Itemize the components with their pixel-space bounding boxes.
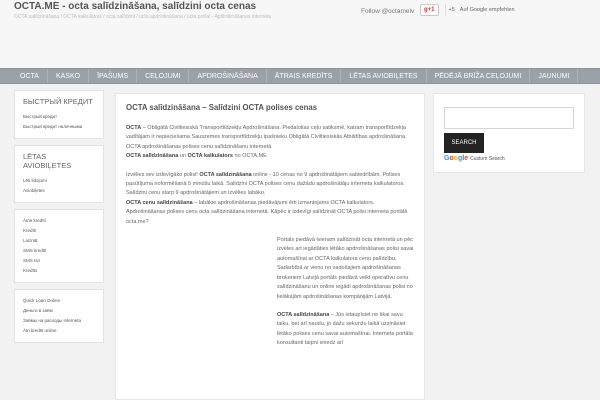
widget-quick-credit <box>14 90 104 139</box>
google-custom-search-brand <box>444 155 574 162</box>
google-logo <box>444 155 468 162</box>
sidebar-link[interactable]: Kredīti <box>23 228 37 233</box>
widget-online-loans <box>14 289 104 343</box>
nav-item-pedeja-briza-celojumi[interactable]: PĒDĒJĀ BRĪŽA CEĻOJUMI <box>427 69 531 83</box>
paragraph-portal: Portals piedāvā ivienam salīdzināt octa internetā un pēc izvēles art iegādāties lētāko apdrošināšanas polisi savai automašīnai ar OCTA kalkulatora cenu palīdzību. Sadarbībā ar vienu no vadošajiem apdrošināšanas brokeriem Latvijā portāls piedāvā veikt operatīvu cenu salīdzināšanu un online iegādi apdrošināšanas polisi no lielākajām apdrošināšanas kompānijām Latvijā. <box>277 237 414 300</box>
text: – Jūs ietaupīsiet ne tikai savu laiku, bet arī naudu, jo dažu sekunžu laikā uzzināsiet lētāko polises cenu savai automašīnai. Interneta portāla konsultanti taipni sniedz arī <box>277 311 413 347</box>
site-title[interactable]: OCTA.ME - octa salīdzināšana, salīdzini octa cenas <box>14 1 257 12</box>
sidebar-link[interactable]: Быстрый кредит <box>23 114 58 119</box>
sidebar-link[interactable]: Ātri kredīti online <box>23 328 57 333</box>
post-title[interactable]: OCTA salīdzināšana – Salīdzini OCTA polises cenas <box>126 103 318 112</box>
bold-text: OCTA <box>126 125 142 131</box>
main-content <box>115 93 425 400</box>
search-widget <box>433 93 585 173</box>
bold-text: OCTA salīdzināšana <box>199 171 252 178</box>
google-logo-letter: o <box>453 155 459 162</box>
site-description: OCTA salīdzināšana / OCTA kalkulators / octa salīdzini / octa apdrošināšana / octa portal - Apdrošināšanas interneta <box>14 14 272 20</box>
main-navigation <box>0 68 600 84</box>
bold-text: OCTA salīdzināšana <box>277 311 330 318</box>
sidebar-link[interactable]: Быстрый кредит наличными <box>23 124 83 129</box>
sidebar-link[interactable]: Деньги в заём <box>23 308 53 313</box>
widget-loans <box>14 209 104 283</box>
widget-cheap-flights <box>14 145 104 203</box>
bold-text: OCTA salīdzināšana <box>126 153 179 160</box>
divider <box>445 4 446 16</box>
nav-item-letas-aviobiletes[interactable]: LĒTAS AVIOBIĻETES <box>341 69 426 83</box>
bold-text: OCTA cenu salīdzināšana <box>126 199 193 206</box>
google-recommend-text: Auf Google empfehlen <box>459 7 515 13</box>
sidebar-link[interactable]: Quick Loan Online <box>23 298 61 303</box>
custom-search-text: Custom Search <box>470 156 505 162</box>
nav-item-octa[interactable]: OCTA <box>14 69 48 83</box>
sidebar-link[interactable]: Lēti lidojumi <box>23 178 47 183</box>
sidebar-link[interactable]: Займы на расходы interneta <box>23 318 82 323</box>
nav-item-kasko[interactable]: KASKO <box>48 69 89 83</box>
sidebar-link[interactable]: Kredīts <box>23 268 38 273</box>
text: no OCTA.ME <box>233 153 267 160</box>
sidebar-link[interactable]: SMS īsn <box>23 258 41 263</box>
bold-text: OCTA kalkulators <box>187 153 233 160</box>
sidebar-link[interactable]: SMS kredīti <box>23 248 47 253</box>
text: – labākie apdrošināšanas piedāvājumi ērti izmantojams OCTA kalkulators. Apdrošināšanas polises cenu octa salīdzināšana internetā. Kāpēc ir izdevīgi salīdzināt OCTA polisi interneta portālā octa.me? <box>126 199 408 225</box>
google-logo-letter: e <box>464 155 469 162</box>
text: online - 10 cenas no 9 apdrošinātājiem sabiedrībām. Polises pasūtījuma noformēšanā 5 minūšu laikā. Salīdzini OCTA polises cenu dažādu apdrošinātāju interneta kalkulatoros. Salīdzini cenu starp 9 apdrošinātājiem un izvēlies labāko. <box>126 171 405 197</box>
search-input[interactable] <box>444 107 574 129</box>
widget-title: БЫСТРЫЙ КРЕДИТ <box>23 97 93 106</box>
google-plus-count: +5 <box>448 7 455 13</box>
sidebar-link[interactable]: Laiznāt <box>23 238 38 243</box>
nav-item-jaunumi[interactable]: JAUNUMI <box>530 69 578 83</box>
nav-item-atrais-kredits[interactable]: ĀTRAIS KREDĪTS <box>267 69 342 83</box>
left-sidebar <box>14 90 104 400</box>
text: un <box>178 153 188 160</box>
google-logo-letter: l <box>462 155 465 162</box>
google-logo-letter: g <box>458 155 463 162</box>
google-plus-button[interactable]: g+1 <box>420 4 439 16</box>
sidebar-link[interactable]: Aviobiļetes <box>23 188 45 193</box>
widget-title: LĒTAS AVIOBIĻETES <box>23 152 72 170</box>
paragraph-compare <box>126 171 414 227</box>
text: – Obligātā Civiltiesiskā Transportlīdzekļu Apdrošināšana. Piedalotias ceļu satiksmē, katram transportlīdzekļa vadītājam ir nepieciešama Sauszemes transportlīdzekļu īpašnieku Obligātā Civiltiesiskās Atbildības apdrošināšana. OCTA apdrošināšanas polises cenu salīdzināšanu internetā. <box>126 125 407 150</box>
paragraph-intro <box>126 124 414 162</box>
paragraph-savings <box>277 311 414 349</box>
text: Izvēlies sev izdevīgāko polisi! <box>126 171 200 178</box>
google-logo-letter: o <box>449 155 454 162</box>
search-button[interactable]: SEARCH <box>444 133 484 153</box>
google-logo-letter: G <box>444 155 450 162</box>
google-plus-widget <box>420 4 515 16</box>
sidebar-link[interactable]: Ātrie kredīti <box>23 218 46 223</box>
nav-item-ipasums[interactable]: ĪPAŠUMS <box>89 69 137 83</box>
site-header <box>0 0 600 68</box>
nav-item-apdrosinasana[interactable]: APDROŠINĀŠANA <box>189 69 266 83</box>
nav-item-celojumi[interactable]: CEĻOJUMI <box>137 69 189 83</box>
twitter-follow-link[interactable]: Follow @octamelv <box>361 8 415 15</box>
